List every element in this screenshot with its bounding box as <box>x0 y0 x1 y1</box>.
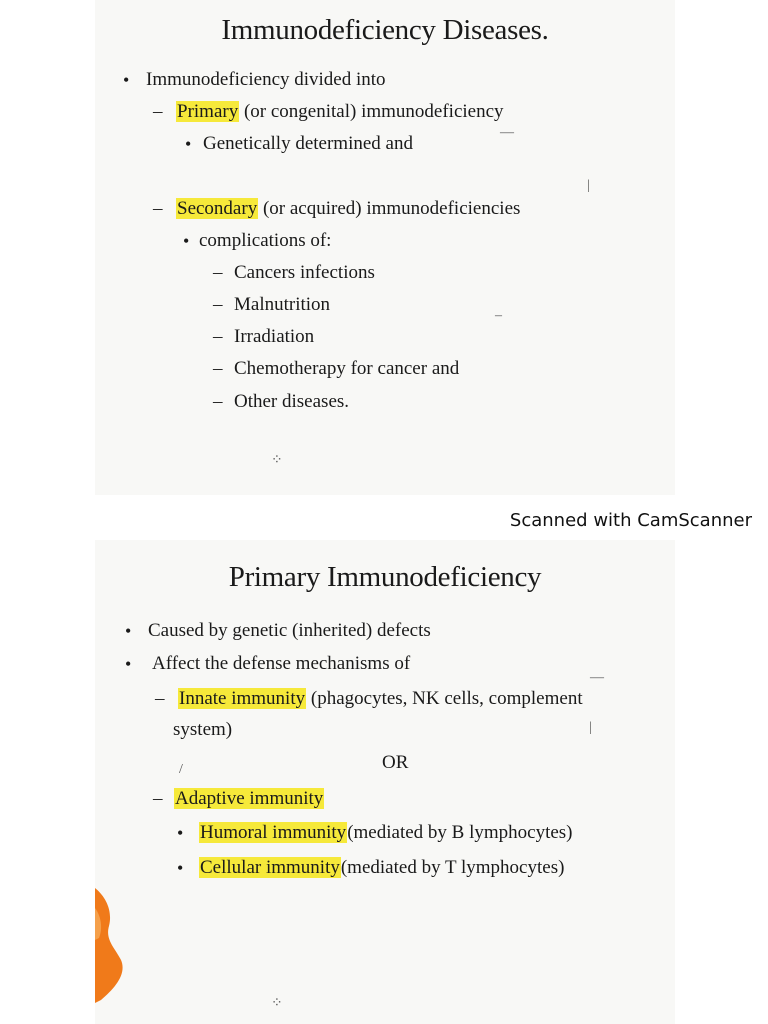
item-other-diseases: Other diseases. <box>234 391 350 412</box>
complications-line: complications of: <box>199 230 332 251</box>
cellular-rest: (mediated by T lymphocytes) <box>340 857 565 878</box>
primary-line <box>176 101 504 123</box>
secondary-line <box>176 198 520 220</box>
humoral-highlight: Humoral immunity <box>200 822 347 843</box>
bullet-affect: Affect the defense mechanisms of <box>152 653 411 674</box>
dash-icon: – <box>153 788 163 809</box>
bullet-icon: • <box>183 231 190 251</box>
bullet-caused-by: Caused by genetic (inherited) defects <box>148 620 431 641</box>
bullet-divided-into: Immunodeficiency divided into <box>146 69 386 90</box>
scan-mark: ‒ <box>495 308 502 323</box>
slide-title: Primary Immunodeficiency <box>228 561 542 593</box>
item-cancers: Cancers infections <box>234 262 375 283</box>
primary-rest: (or congenital) immunodeficiency <box>239 101 504 122</box>
secondary-rest: (or acquired) immunodeficiencies <box>258 198 521 219</box>
genetically-line: Genetically determined and <box>203 133 413 154</box>
adaptive-highlight: Adaptive immunity <box>175 788 324 809</box>
slide-immunodeficiency-diseases <box>95 0 675 495</box>
scan-mark: ⁘ <box>271 996 283 1011</box>
humoral-rest: (mediated by B lymphocytes) <box>347 822 573 843</box>
innate-line <box>178 688 583 710</box>
innate-highlight: Innate immunity <box>179 688 306 709</box>
item-irradiation: Irradiation <box>234 326 315 347</box>
slide-title: Immunodeficiency Diseases. <box>221 14 549 46</box>
secondary-highlight: Secondary <box>177 198 258 219</box>
dash-icon: – <box>153 101 163 122</box>
bullet-icon: • <box>177 823 184 843</box>
camscanner-watermark: Scanned with CamScanner <box>509 510 752 531</box>
cellular-highlight: Cellular immunity <box>200 857 340 878</box>
scan-mark: — <box>590 670 604 685</box>
dash-icon: – <box>213 262 223 283</box>
scan-mark: / <box>179 762 183 777</box>
dash-icon: – <box>213 358 223 379</box>
innate-continued: system) <box>173 719 233 740</box>
innate-rest: (phagocytes, NK cells, complement <box>306 688 583 709</box>
bullet-icon: • <box>125 621 132 641</box>
item-chemotherapy: Chemotherapy for cancer and <box>234 358 460 379</box>
dash-icon: – <box>153 198 163 219</box>
adaptive-line <box>174 788 324 810</box>
scan-mark: — <box>500 125 514 140</box>
scan-mark: | <box>587 178 590 193</box>
scan-mark: ⁘ <box>271 453 283 468</box>
dash-icon: – <box>155 688 165 709</box>
bullet-icon: • <box>177 858 184 878</box>
bullet-icon: • <box>125 654 132 674</box>
dash-icon: – <box>213 391 223 412</box>
item-malnutrition: Malnutrition <box>234 294 331 315</box>
slide-primary-immunodeficiency <box>95 540 675 1024</box>
bullet-icon: • <box>185 134 192 154</box>
primary-highlight: Primary <box>177 101 239 122</box>
humoral-line <box>199 822 573 844</box>
scan-mark: | <box>589 720 592 735</box>
dash-icon: – <box>213 294 223 315</box>
orange-stain <box>95 888 135 1003</box>
cellular-line <box>199 857 564 879</box>
or-text: OR <box>382 752 409 773</box>
dash-icon: – <box>213 326 223 347</box>
bullet-icon: • <box>123 70 130 90</box>
